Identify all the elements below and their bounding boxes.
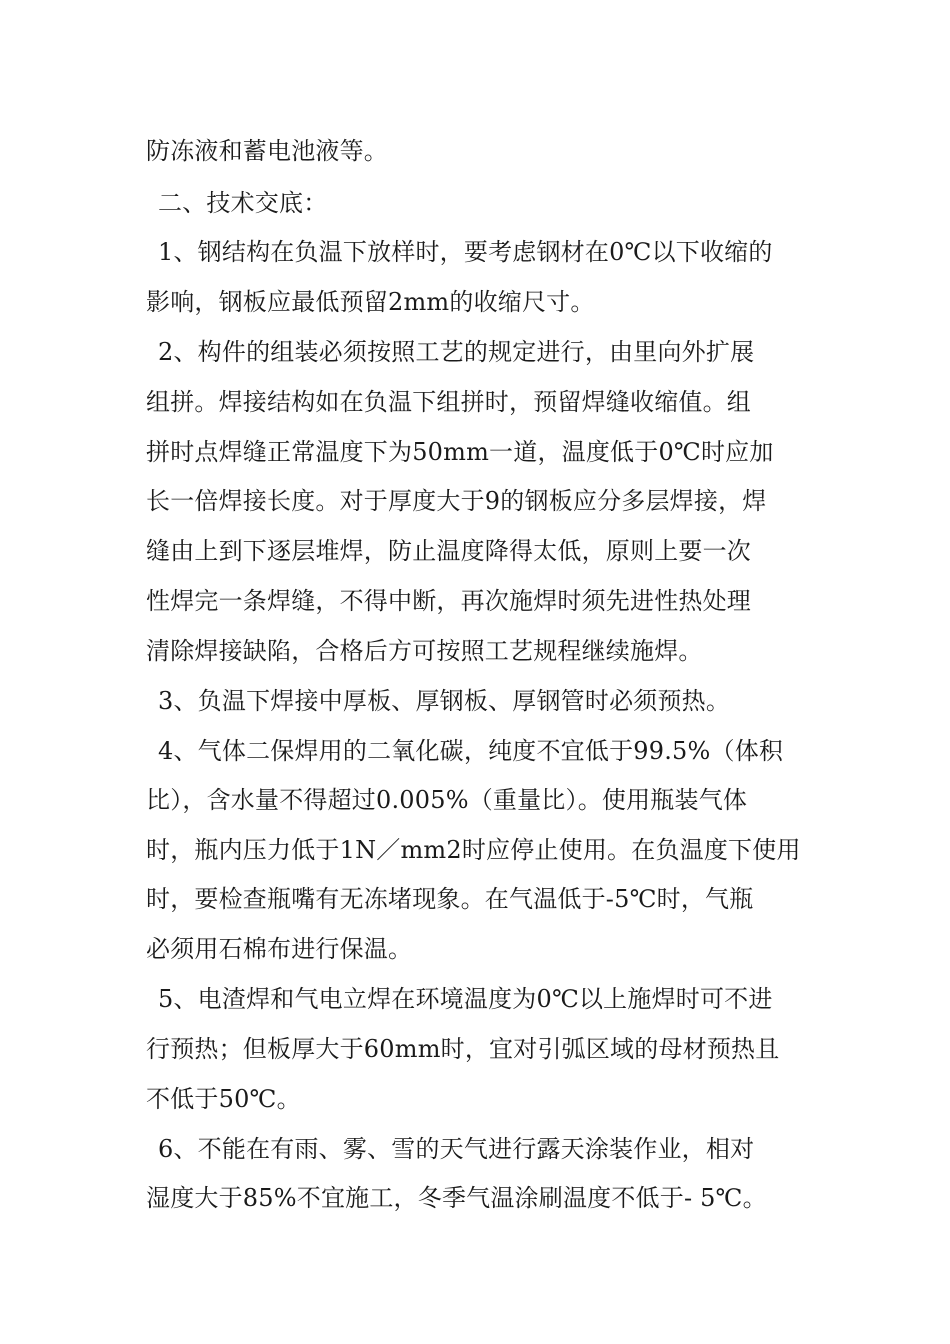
text-line: 行预热；但板厚大于60mm时，宜对引弧区域的母材预热且: [146, 1035, 780, 1063]
text-line: 缝由上到下逐层堆焊，防止温度降得太低，原则上要一次: [146, 537, 751, 565]
text-line: 4、气体二保焊用的二氧化碳，纯度不宜低于99.5%（体积: [158, 737, 784, 765]
text-line: 清除焊接缺陷，合格后方可按照工艺规程继续施焊。: [146, 637, 703, 665]
text-line: 时，要检查瓶嘴有无冻堵现象。在气温低于-5℃时，气瓶: [146, 885, 754, 913]
text-line: 不低于50℃。: [146, 1085, 301, 1113]
text-line: 影响，钢板应最低预留2mm的收缩尺寸。: [146, 288, 595, 316]
text-line: 组拼。焊接结构如在负温下组拼时，预留焊缝收缩值。组: [146, 388, 751, 416]
text-line: 长一倍焊接长度。对于厚度大于9的钢板应分多层焊接，焊: [146, 487, 767, 515]
text-line: 湿度大于85%不宜施工，冬季气温涂刷温度不低于- 5℃。: [146, 1184, 767, 1212]
text-line: 3、负温下焊接中厚板、厚钢板、厚钢管时必须预热。: [158, 687, 731, 715]
section-heading: 二、技术交底：: [158, 189, 328, 217]
text-line: 1、钢结构在负温下放样时，要考虑钢材在0℃以下收缩的: [158, 238, 773, 266]
text-line: 6、不能在有雨、雾、雪的天气进行露天涂装作业，相对: [158, 1135, 755, 1163]
text-line: 性焊完一条焊缝，不得中断，再次施焊时须先进性热处理: [146, 587, 751, 615]
text-line: 必须用石棉布进行保温。: [146, 935, 413, 963]
text-line: 拼时点焊缝正常温度下为50mm一道，温度低于0℃时应加: [146, 438, 774, 466]
text-line: 时，瓶内压力低于1N／mm2时应停止使用。在负温度下使用: [146, 836, 801, 864]
text-line: 5、电渣焊和气电立焊在环境温度为0℃以上施焊时可不进: [158, 985, 773, 1013]
text-line: 2、构件的组装必须按照工艺的规定进行，由里向外扩展: [158, 338, 755, 366]
text-line: 防冻液和蓄电池液等。: [146, 137, 388, 165]
text-line: 比），含水量不得超过0.005%（重量比）。使用瓶装气体: [146, 786, 748, 814]
